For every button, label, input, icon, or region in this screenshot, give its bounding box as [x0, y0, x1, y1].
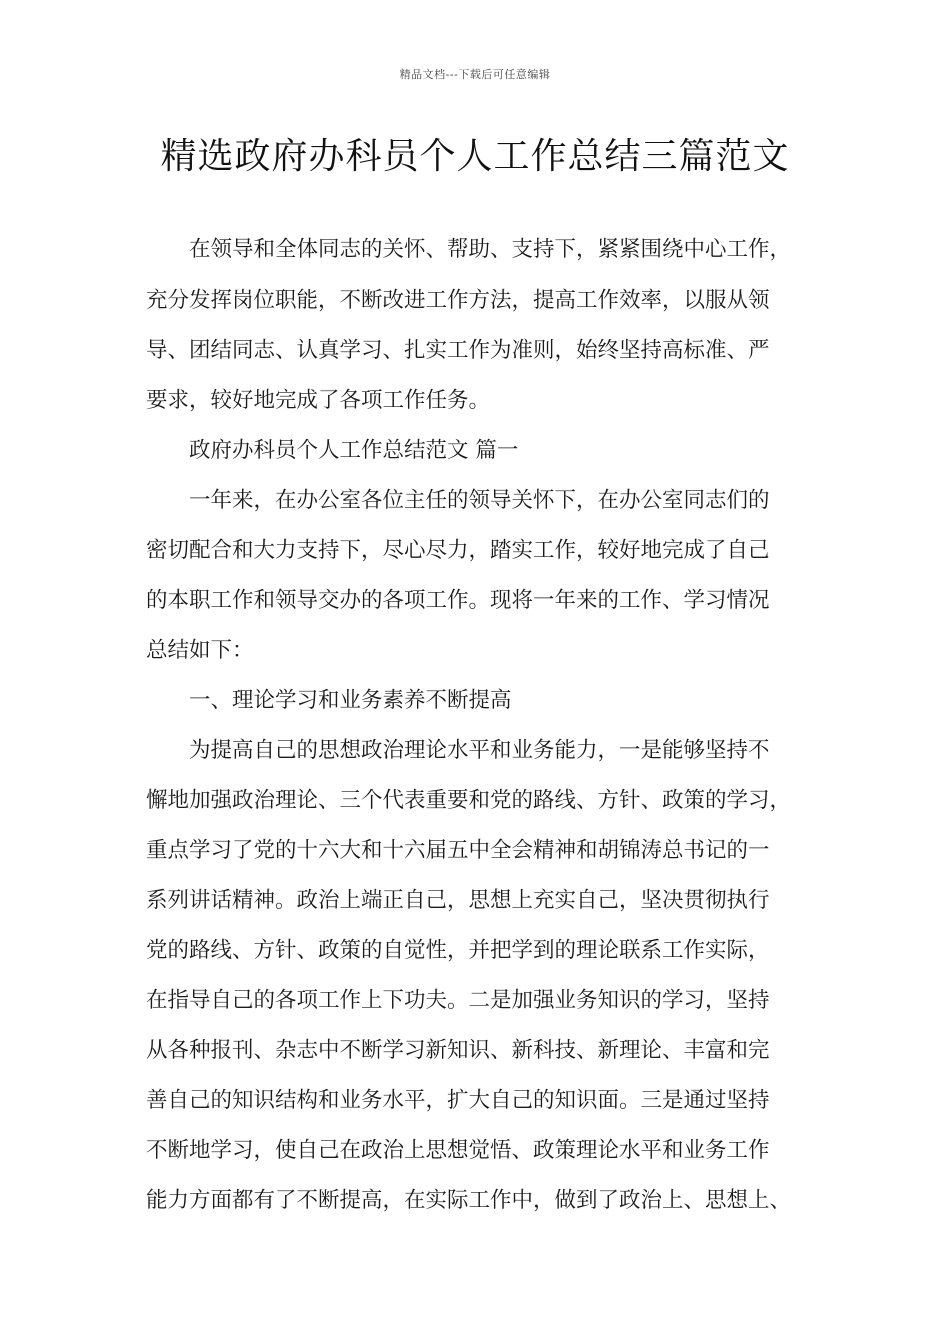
paragraph-line: 不断地学习，使自己在政治上思想觉悟、政策理论水平和业务工作: [146, 1138, 770, 1163]
paragraph-line: 懈地加强政治理论、三个代表重要和党的路线、方针、政策的学习，: [146, 788, 792, 813]
paragraph-line: 充分发挥岗位职能，不断改进工作方法，提高工作效率，以服从领: [146, 288, 770, 313]
paragraph-line: 导、团结同志、认真学习、扎实工作为准则，始终坚持高标准、严: [146, 338, 770, 363]
paragraph-line: 善自己的知识结构和业务水平，扩大自己的知识面。三是通过坚持: [146, 1088, 770, 1113]
section-heading: 政府办科员个人工作总结范文 篇一: [189, 438, 519, 463]
paragraph-line: 为提高自己的思想政治理论水平和业务能力，一是能够坚持不: [189, 738, 770, 763]
paragraph-line: 在领导和全体同志的关怀、帮助、支持下，紧紧围绕中心工作，: [189, 237, 792, 262]
paragraph-line: 党的路线、方针、政策的自觉性，并把学到的理论联系工作实际，: [146, 938, 770, 963]
paragraph-line: 总结如下：: [146, 638, 254, 663]
paragraph-line: 从各种报刊、杂志中不断学习新知识、新科技、新理论、丰富和完: [146, 1038, 770, 1063]
paragraph-line: 密切配合和大力支持下，尽心尽力，踏实工作，较好地完成了自己: [146, 538, 770, 563]
paragraph-line: 要求，较好地完成了各项工作任务。: [146, 388, 491, 413]
paragraph-line: 重点学习了党的十六大和十六届五中全会精神和胡锦涛总书记的一: [146, 838, 770, 863]
paragraph-line: 的本职工作和领导交办的各项工作。现将一年来的工作、学习情况: [146, 588, 770, 613]
paragraph-line: 在指导自己的各项工作上下功夫。二是加强业务知识的学习，坚持: [146, 988, 770, 1013]
header-note: 精品文档---下载后可任意编辑: [399, 68, 551, 81]
paragraph-line: 一年来，在办公室各位主任的领导关怀下，在办公室同志们的: [189, 488, 770, 513]
section-heading: 一、理论学习和业务素养不断提高: [189, 688, 512, 713]
paragraph-line: 系列讲话精神。政治上端正自己，思想上充实自己，坚决贯彻执行: [146, 888, 770, 913]
paragraph-line: 能力方面都有了不断提高，在实际工作中，做到了政治上、思想上、: [146, 1188, 792, 1213]
document-title: 精选政府办科员个人工作总结三篇范文: [160, 136, 790, 177]
